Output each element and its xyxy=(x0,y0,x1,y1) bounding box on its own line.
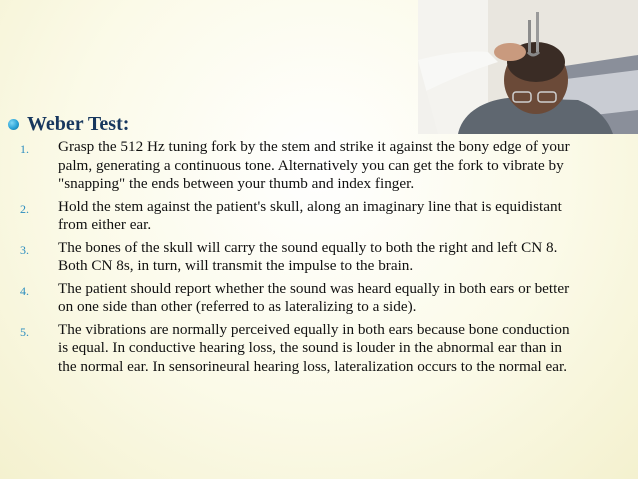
list-item xyxy=(20,198,580,235)
tuning-fork-photo-icon xyxy=(418,0,638,134)
list-item xyxy=(20,321,580,377)
heading-text: Weber Test: xyxy=(27,113,130,135)
steps-list xyxy=(20,138,580,380)
bullet-icon xyxy=(8,119,19,130)
step-text: Grasp the 512 Hz tuning fork by the stem and strike it against the bony edge of your palm, generating a continuous tone. Alternatively you can get the fork to vibrate by "snapping" the ends between your thumb and index finger. xyxy=(58,138,570,192)
list-item xyxy=(20,138,580,194)
step-number: 1. xyxy=(20,142,29,156)
tuning-fork-photo xyxy=(418,0,638,134)
slide-heading xyxy=(8,113,129,136)
step-number: 4. xyxy=(20,283,29,298)
step-number: 5. xyxy=(20,324,29,339)
step-text: The patient should report whether the sound was heard equally in both ears or better on one side than other (referred to as lateralizing to a side). xyxy=(58,279,570,315)
step-text: Hold the stem against the patient's skull, along an imaginary line that is equidistant from either ear. xyxy=(58,197,562,233)
step-number: 3. xyxy=(20,242,29,257)
step-text: The bones of the skull will carry the sound equally to both the right and left CN 8. Both CN 8s, in turn, will transmit the impulse to the brain. xyxy=(58,238,558,274)
list-item xyxy=(20,239,580,276)
list-item xyxy=(20,280,580,317)
step-number: 2. xyxy=(20,201,29,216)
step-text: The vibrations are normally perceived equally in both ears because bone conduction is equal. In conductive hearing loss, the sound is louder in the abnormal ear than in the normal ear. In sensorineural hearing loss, lateralization occurs to the normal ear. xyxy=(58,320,570,375)
